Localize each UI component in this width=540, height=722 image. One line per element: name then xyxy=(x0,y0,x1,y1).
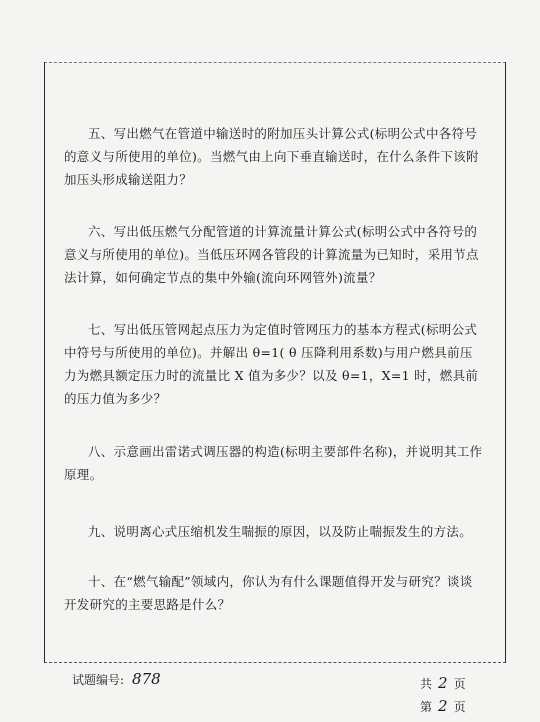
total-pages-value: 2 xyxy=(438,674,448,692)
question-7-text: 七、写出低压管网起点压力为定值时管网压力的基本方程式(标明公式中符号与所使用的单位)。并解出 θ=1( θ 压降利用系数)与用户燃具前压力为燃具额定压力时的流量比 X 值为多少？以及 θ=1，X=1 时，燃具前的压力值为多少？ xyxy=(64,322,479,406)
question-10 xyxy=(64,570,484,616)
exam-code xyxy=(72,670,161,688)
question-7 xyxy=(64,318,484,410)
question-8-text: 八、示意画出雷诺式调压器的构造(标明主要部件名称)，并说明其工作原理。 xyxy=(64,444,483,482)
total-pages-suffix: 页 xyxy=(453,677,466,691)
exam-code-label: 试题编号: xyxy=(72,673,125,687)
question-9 xyxy=(64,520,484,543)
question-6-text: 六、写出低压燃气分配管道的计算流量计算公式(标明公式中各符号的意义与所使用的单位)。当低压环网各管段的计算流量为已知时，采用节点法计算，如何确定节点的集中外输(流向环网管外)流量？ xyxy=(64,224,479,285)
question-8 xyxy=(64,440,484,486)
question-9-text: 九、说明离心式压缩机发生喘振的原因，以及防止喘振发生的方法。 xyxy=(88,524,473,539)
page-count xyxy=(420,672,466,718)
total-pages xyxy=(420,672,466,695)
question-5 xyxy=(64,122,484,191)
current-page xyxy=(420,695,466,718)
exam-code-value: 878 xyxy=(132,670,161,688)
current-page-suffix: 页 xyxy=(453,700,466,714)
current-page-prefix: 第 xyxy=(420,700,433,714)
question-5-text: 五、写出燃气在管道中输送时的附加压头计算公式(标明公式中各符号的意义与所使用的单位)。当燃气由上向下垂直输送时，在什么条件下该附加压头形成输送阻力？ xyxy=(64,126,479,187)
question-10-text: 十、在“燃气输配”领域内，你认为有什么课题值得开发与研究？谈谈开发研究的主要思路是什么？ xyxy=(64,574,473,612)
current-page-value: 2 xyxy=(438,697,448,715)
question-6 xyxy=(64,220,484,289)
total-pages-prefix: 共 xyxy=(420,677,433,691)
